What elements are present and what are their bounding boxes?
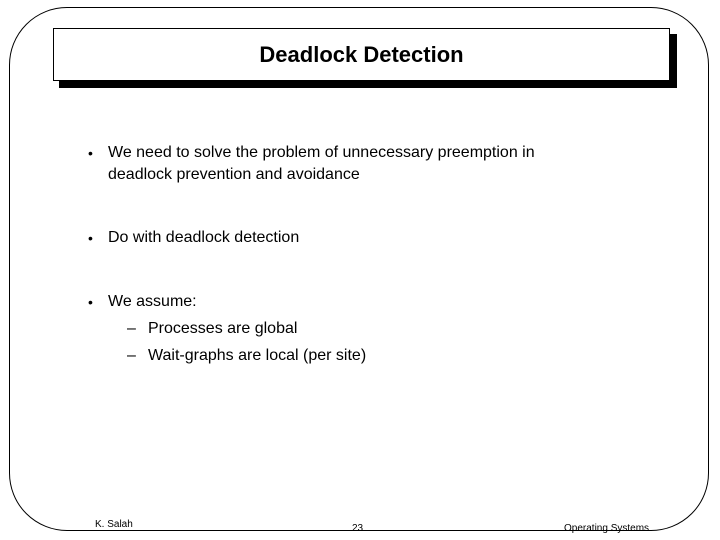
- dash-icon: –: [127, 320, 136, 337]
- title-box: [53, 28, 670, 81]
- bullet-text-1-line1: We need to solve the problem of unnecessary preemption in: [108, 144, 535, 161]
- footer-course: Operating Systems: [564, 523, 650, 534]
- sub-bullet-text-1: Processes are global: [148, 320, 298, 337]
- bullet-icon: •: [88, 145, 93, 161]
- slide-title: Deadlock Detection: [259, 41, 464, 67]
- bullet-text-1-line2: deadlock prevention and avoidance: [108, 166, 360, 183]
- bullet-text-3: We assume:: [108, 293, 197, 310]
- footer-author: K. Salah: [95, 519, 133, 530]
- dash-icon: –: [127, 347, 136, 364]
- bullet-icon: •: [88, 230, 93, 246]
- bullet-icon: •: [88, 294, 93, 310]
- bullet-text-2: Do with deadlock detection: [108, 229, 300, 246]
- footer-page-number: 23: [352, 523, 364, 534]
- sub-bullet-text-2: Wait-graphs are local (per site): [148, 347, 367, 364]
